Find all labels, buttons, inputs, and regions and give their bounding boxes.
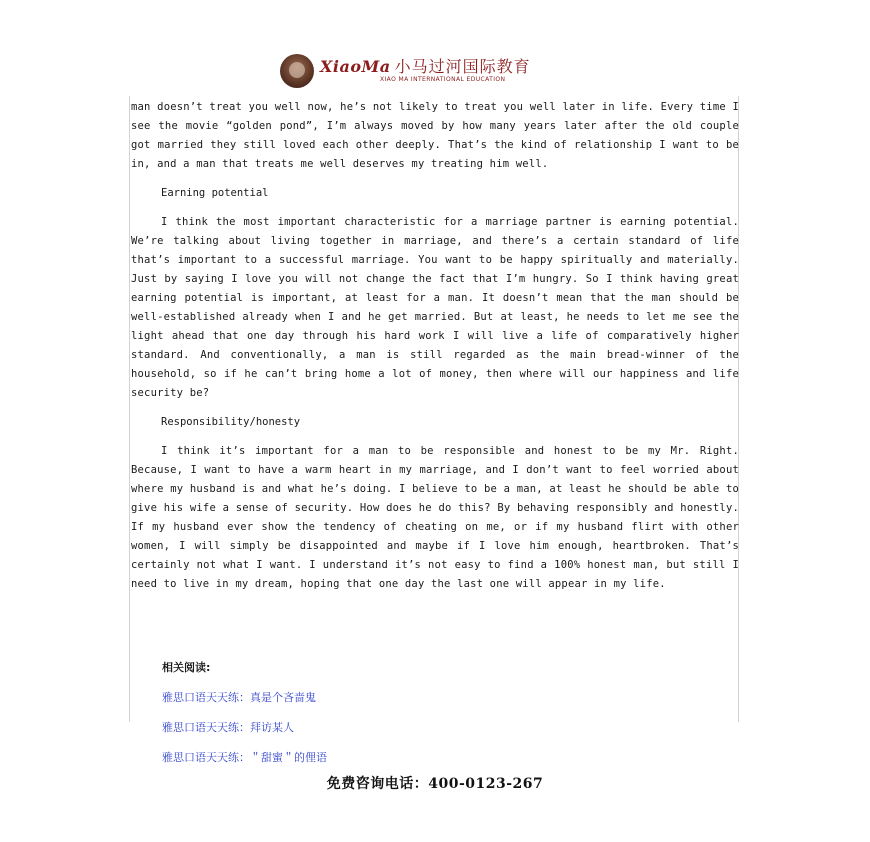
site-header bbox=[280, 54, 531, 88]
paragraph-3: I think it’s important for a man to be responsible and honest to be my Mr. Right. Because, I want to have a warm heart in my marriage, and I don’t want to feel worried about where my husband is and what he’s doing. I believe to be a man, at least he should be able to give his wife a sense of security. How does he do this? By behaving responsibly and honestly. If my husband ever show the tendency of cheating on me, or if my husband flirt with other women, I will simply be disappointed and maybe if I love him enough, heartbroken. That’s certainly not what I want. I understand it’s not easy to find a 100% honest man, but still I need to live in my dream, hoping that one day the last one will appear in my life. bbox=[131, 445, 739, 590]
logo-chinese-text: 小马过河国际教育 bbox=[394, 57, 531, 76]
related-link-2[interactable]: 雅思口语天天练：拜访某人 bbox=[162, 721, 294, 734]
section-heading-responsibility: Responsibility/honesty bbox=[161, 416, 301, 428]
section-heading-earning: Earning potential bbox=[161, 187, 269, 199]
logo-subtitle: XIAO MA INTERNATIONAL EDUCATION bbox=[380, 76, 506, 83]
article-body bbox=[131, 98, 739, 594]
related-reading bbox=[162, 660, 722, 780]
horse-logo-icon bbox=[280, 54, 314, 88]
logo-latin-text: XiaoMa bbox=[320, 57, 391, 76]
related-link-3[interactable]: 雅思口语天天练：＂甜蜜＂的俚语 bbox=[162, 751, 327, 764]
related-link-1[interactable]: 雅思口语天天练：真是个吝啬鬼 bbox=[162, 691, 316, 704]
footer-phone: 免费咨询电话：400-0123-267 bbox=[326, 776, 544, 792]
paragraph-2: I think the most important characteristic for a marriage partner is earning potential. We’re talking about living together in marriage, and there’s a certain standard of life that’s important to a successful marriage. You want to be happy spiritually and materially. Just by saying I love you will not change the fact that I’m hungry. So I think having great earning potential is important, at least for a man. It doesn’t mean that the man should be well-established already when I and he get married. But at least, he needs to let me see the light ahead that one day through his hard work I will live a life of comparatively higher standard. And conventionally, a man is still regarded as the main bread-winner of the household, so if he can’t bring home a lot of money, then where will our happiness and life security be? bbox=[131, 216, 739, 399]
brand-logo bbox=[320, 59, 531, 83]
paragraph-1: man doesn’t treat you well now, he’s not likely to treat you well later in life. Every time I see the movie “golden pond”, I’m always moved by how many years later after the old couple got married they still loved each other deeply. That’s the kind of relationship I want to be in, and a man that treats me well deserves my treating him well. bbox=[131, 101, 739, 170]
related-reading-title: 相关阅读: bbox=[162, 661, 211, 674]
